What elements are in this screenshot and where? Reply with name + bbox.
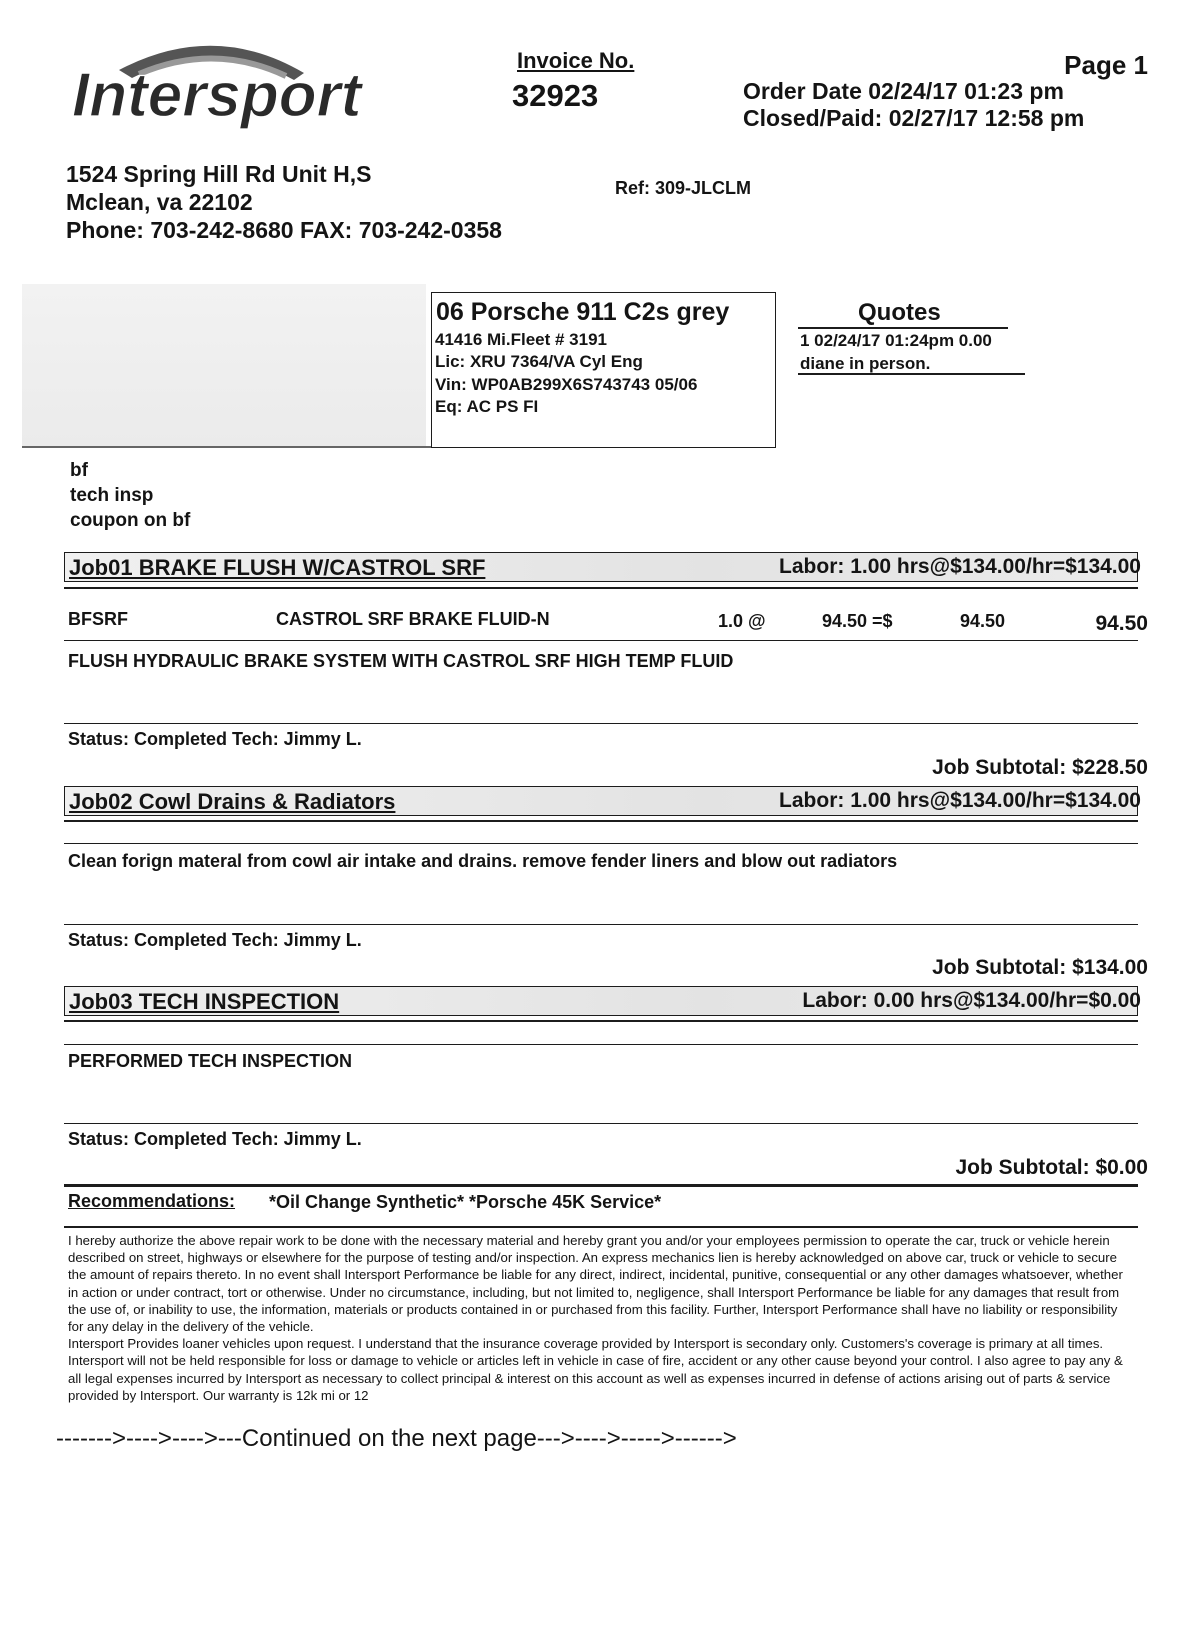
job-labor: Labor: 0.00 hrs@$134.00/hr=$0.00 — [802, 989, 1141, 1012]
job-status: Status: Completed Tech: Jimmy L. — [68, 729, 362, 749]
job-labor: Labor: 1.00 hrs@$134.00/hr=$134.00 — [779, 789, 1141, 812]
customer-info-redacted — [22, 284, 426, 446]
job-subtotal: Job Subtotal: $0.00 — [955, 1156, 1148, 1179]
job-title: Job01 BRAKE FLUSH W/CASTROL SRF — [69, 555, 486, 580]
continued-notice: ------->---->---->---Continued on the next page--->---->----->------> — [56, 1425, 737, 1452]
job-title: Job03 TECH INSPECTION — [69, 989, 340, 1014]
quotes-title: Quotes — [858, 299, 941, 326]
vehicle-equipment: Eq: AC PS FI — [435, 397, 539, 416]
invoice-number: 32923 — [512, 78, 599, 113]
shop-address-line2: Mclean, va 22102 — [66, 189, 253, 215]
intersport-logo — [64, 28, 364, 138]
shop-phone-fax: Phone: 703-242-8680 FAX: 703-242-0358 — [66, 217, 502, 243]
job-header-bar — [64, 552, 1141, 582]
recommendations-text: *Oil Change Synthetic* *Porsche 45K Service* — [269, 1192, 662, 1212]
reference-number: Ref: 309-JLCLM — [615, 178, 752, 198]
part-extended: 94.50 — [960, 611, 1006, 631]
recommendations-label: Recommendations: — [68, 1191, 236, 1211]
job-status: Status: Completed Tech: Jimmy L. — [68, 1129, 362, 1149]
part-name: CASTROL SRF BRAKE FLUID-N — [276, 609, 550, 629]
note-line-1: bf — [70, 460, 88, 481]
shop-address-line1: 1524 Spring Hill Rd Unit H,S — [66, 161, 372, 187]
vehicle-mileage: 41416 Mi.Fleet # 3191 — [435, 330, 608, 349]
part-total: 94.50 — [1095, 612, 1148, 635]
job-subtotal: Job Subtotal: $134.00 — [932, 956, 1148, 979]
job-description: PERFORMED TECH INSPECTION — [68, 1051, 353, 1071]
part-qty: 1.0 @ — [718, 611, 766, 631]
job-description: FLUSH HYDRAULIC BRAKE SYSTEM WITH CASTROL SRF HIGH TEMP FLUID — [68, 651, 734, 671]
job-header-bar — [64, 786, 1141, 816]
closed-paid-date: Closed/Paid: 02/27/17 12:58 pm — [743, 105, 1085, 131]
legal-terms — [68, 1232, 1128, 1404]
job-description: Clean forign materal from cowl air intake and drains. remove fender liners and blow out radiators — [68, 851, 898, 871]
job-status: Status: Completed Tech: Jimmy L. — [68, 930, 362, 950]
part-code: BFSRF — [68, 609, 128, 629]
note-line-3: coupon on bf — [70, 510, 191, 531]
vehicle-vin: Vin: WP0AB299X6S743743 05/06 — [435, 375, 698, 394]
quote-line-2: diane in person. — [800, 354, 931, 373]
job-title: Job02 Cowl Drains & Radiators — [69, 789, 396, 814]
note-line-2: tech insp — [70, 485, 154, 506]
order-date: Order Date 02/24/17 01:23 pm — [743, 78, 1064, 104]
svg-text:Intersport: Intersport — [72, 61, 362, 130]
job-labor: Labor: 1.00 hrs@$134.00/hr=$134.00 — [779, 555, 1141, 578]
vehicle-license: Lic: XRU 7364/VA Cyl Eng — [435, 352, 643, 371]
invoice-label: Invoice No. — [517, 48, 635, 73]
legal-paragraph-1: I hereby authorize the above repair work to be done with the necessary material and hereby grant you and/or your employees permission to operate the car, truck or vehicle herein described on street, highways or elsewhere for the purpose of testing and/or inspection. An express mechanics lien is hereby acknowledged on above car, truck or vehicle to secure the amount of repairs thereto. In no event shall Intersport Performance be liable for any direct, indirect, incidental, punitive, consequential or any other damages whatsoever, whether in action or under contract, tort or otherwise. Under no circumstance, including, but not limited to, negligence, shall Intersport Performance be liable for any damages that result from the use of, or inability to use, the information, materials or products contained in or purchased from this facility. Further, Intersport Performance shall have no liability or responsibility for any delay in the delivery of the vehicle. — [68, 1233, 1123, 1335]
job-header-bar — [64, 986, 1141, 1016]
legal-paragraph-2: Intersport Provides loaner vehicles upon request. I understand that the insurance coverage provided by Intersport is secondary only. Customers's coverage is primary at all times. Intersport will not be held responsible for loss or damage to vehicle or articles left in vehicle in case of fire, accident or any other cause beyond your control. I also agree to pay any & all legal expenses incurred by Intersport as necessary to collect principal & interest on this account as well as expenses incurred in defense of actions arising out of parts & service provided by Intersport. Our warranty is 12k mi or 12 — [68, 1336, 1123, 1403]
part-price: 94.50 =$ — [822, 611, 893, 631]
quote-line-1: 1 02/24/17 01:24pm 0.00 — [800, 331, 992, 350]
page-number: Page 1 — [1064, 50, 1148, 80]
job-subtotal: Job Subtotal: $228.50 — [932, 756, 1148, 779]
vehicle-title: 06 Porsche 911 C2s grey — [436, 298, 730, 326]
